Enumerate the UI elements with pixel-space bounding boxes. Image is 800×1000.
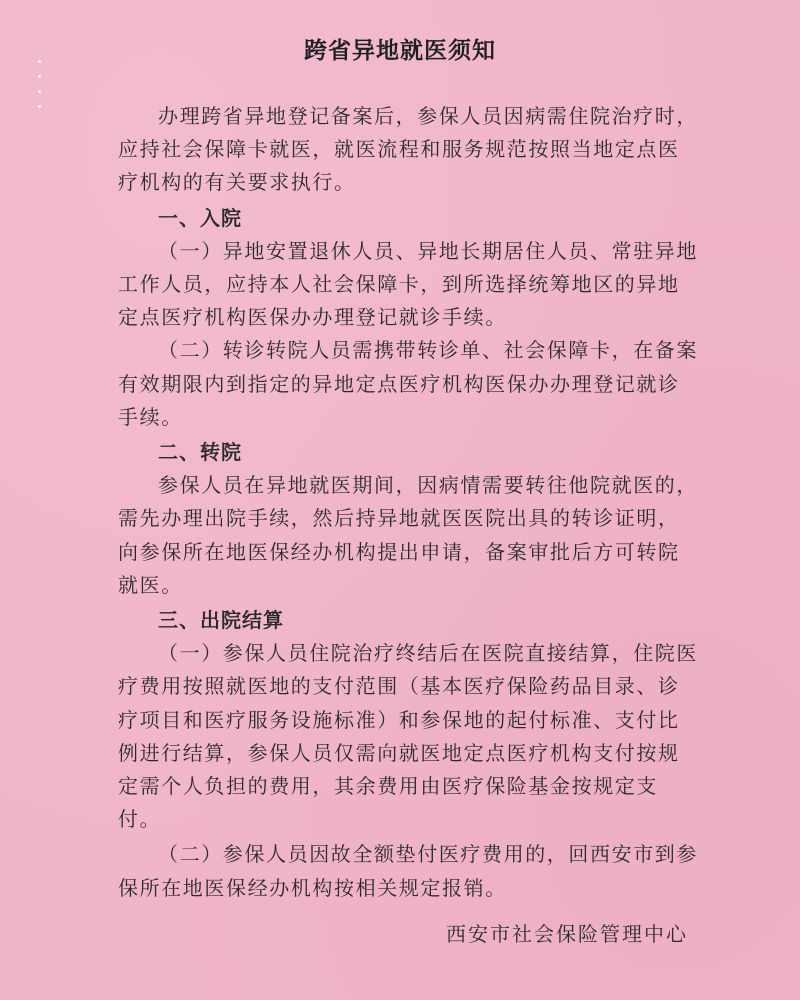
document-title: 跨省异地就医须知: [304, 37, 496, 64]
section-heading-discharge: 三、出院结算: [158, 608, 284, 633]
section-heading-admission: 一、入院: [158, 205, 242, 230]
issuer-signature: 西安市社会保险管理中心: [446, 922, 688, 946]
edge-dot: [38, 90, 41, 93]
transfer-paragraph: 参保人员在异地就医期间，因病情需要转往他院就医的，需先办理出院手续，然后持异地就医医院出具的转诊证明，向参保所在地医保经办机构提出申请，备案审批后方可转院就医。: [118, 473, 698, 597]
edge-dot: [38, 75, 41, 78]
admission-paragraph-1: （一）异地安置退休人员、异地长期居住人员、常驻异地工作人员，应持本人社会保障卡，到所选择统筹地区的异地定点医疗机构医保办办理登记就诊手续。: [118, 238, 698, 330]
discharge-paragraph-2: （二）参保人员因故全额垫付医疗费用的，回西安市到参保所在地医保经办机构按相关规定报销。: [118, 842, 698, 900]
intro-paragraph: 办理跨省异地登记备案后，参保人员因病需住院治疗时，应持社会保障卡就医，就医流程和服务规范按照当地定点医疗机构的有关要求执行。: [118, 104, 698, 195]
edge-dot: [38, 105, 41, 108]
document-body: [118, 100, 698, 905]
section-heading-transfer: 二、转院: [158, 440, 242, 465]
admission-paragraph-2: （二）转诊转院人员需携带转诊单、社会保障卡，在备案有效期限内到指定的异地定点医疗机构医保办办理登记就诊手续。: [118, 338, 698, 429]
paper-edge-marks: [38, 60, 42, 110]
discharge-paragraph-1: （一）参保人员住院治疗终结后在医院直接结算，住院医疗费用按照就医地的支付范围（基本医疗保险药品目录、诊疗项目和医疗服务设施标准）和参保地的起付标准、支付比例进行结算，参保人员仅需向就医地定点医疗机构支付按规定需个人负担的费用，其余费用由医疗保险基金按规定支付。: [118, 641, 698, 832]
